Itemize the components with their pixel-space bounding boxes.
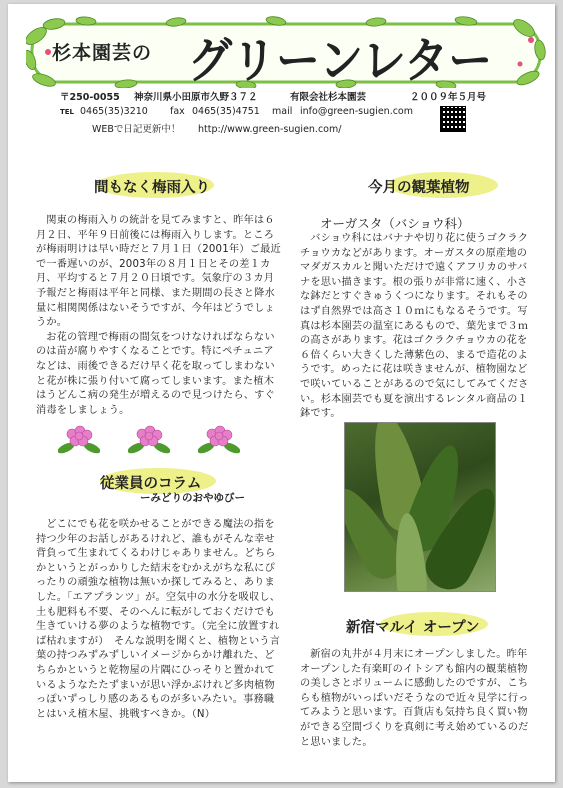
marui-opening-article — [300, 648, 534, 750]
postal-code: 〒250-0055 — [60, 92, 120, 103]
mail-address[interactable]: info@green-sugien.com — [300, 106, 413, 117]
marui-opening-heading: 新宿マルイ オープン — [346, 620, 480, 636]
hydrangea-icon — [198, 422, 240, 458]
issue-date: ２００９年５月号 — [410, 92, 487, 103]
staff-column-subtitle: ーみどりのおやゆびー — [140, 492, 245, 504]
newsletter-page — [8, 4, 555, 782]
hydrangea-icon — [58, 422, 100, 458]
foliage-plant-article — [300, 232, 534, 422]
web-notice: WEBで日記更新中！ — [92, 124, 181, 135]
qr-code-icon — [440, 106, 466, 132]
fax-number: 0465(35)4751 — [192, 106, 260, 117]
brand-small-title: 杉本園芸の — [52, 42, 153, 64]
rainy-season-article — [36, 214, 282, 418]
hydrangea-icon — [128, 422, 170, 458]
marui-paragraph-1: 新宿の丸井が４月末にオープンしました。昨年オープンした有楽町のイトシアも館内の観葉植物の美しさとボリュームに感動したのですが、こちらも植物がいっぱいだそうなので近々見学に行ってみようと思います。百貨店も気持ち良く買い物ができる空間づくりを真剣に考え始めているのだと思いました。 — [300, 649, 529, 748]
augusta-plant-photo — [344, 422, 496, 592]
staff-column-heading: 従業員のコラム — [100, 476, 202, 492]
foliage-paragraph-1: バショウ科にはバナナや切り花に使うゴクラクチョウカなどがあります。オーガスタの原産地のマダガスカルと聞いただけで遠くアフリカのサバナを思い描きます。根の張りが非常に速く、小さな鉢だとすぐきゅうくつになります。それもそのはず自然界では高さ１０ｍにもなるそうです。写真は杉本園芸の温室にあるもので、葉先まで３ｍの高さがあります。花はゴクラクチョウカの花を６倍くらい大きくした薄紫色の、まるで造花のようです。めったに花は咲きませんが、植物園などで咲いていることがあるので気にしてみてください。杉本園芸でも夏を演出するレンタル商品の１鉢です。 — [300, 233, 529, 420]
plant-name: オーガスタ（バショウ科） — [320, 216, 470, 231]
column-paragraph-1: どこにでも花を咲かせることができる魔法の指を持つ少年のお話しがあるけれど、誰もがそんな幸せ背負って生まれてくるわけじゃありません。どちらかというとがっかりした結末をむかえがちな私にぴったりの頑強な植物は無いか探してみると、ありました。「エアプランツ」が。空気中の水分を吸収し、土も肥料も不要、そのへんに転がしておくだけでも生きていける夢のような植物です。（完全に放置すれば枯れますが） そんな説明を聞くと、植物という言葉の持つみずみずしいイメージからかけ離れた、どちらかというと乾物屋の片隅にひっそりと置かれているようなたたずまいが思い浮かぶけれど多肉植物っぽいずっしり感のあるものが多いみたい。事務職とはいえ植木屋、挑戦すべきか。（N） — [36, 519, 281, 720]
mail-label: mail — [272, 106, 293, 117]
foliage-plant-heading: 今月の観葉植物 — [368, 180, 470, 196]
rainy-paragraph-2: お花の管理で梅雨の間気をつけなければならないのは苗が腐りやすくなることです。特にペチュニアなどは、雨後できるだけ早く花を取ってしまわないと花が株に張り付いて腐ってしまいます。また植木はうどんこ病の発生が増えるので見つけたら、すぐ消毒をしましょう。 — [36, 331, 275, 416]
rainy-season-heading: 間もなく梅雨入り — [94, 180, 210, 196]
address: 神奈川県小田原市久野３７２ — [134, 92, 258, 103]
brand-big-title: グリーンレター — [188, 32, 493, 89]
website-url[interactable]: http://www.green-sugien.com/ — [198, 124, 342, 135]
staff-column-article — [36, 518, 282, 722]
tel-label: TEL — [60, 108, 75, 116]
rainy-paragraph-1: 関東の梅雨入りの統計を見てみますと、昨年は６月２日、平年９日前後には梅雨入りします。ところが梅雨明けは早い時だと７月１日（2001年）ご最近で一番遅いのが、2003年の８月１日とその差１カ月、平均すると７月２０日頃です。気象庁の３カ月予報だと梅雨は平年と同様、また期間の長さと降水量に相関関係はないそうですが、今年はどうでしょうか。 — [36, 215, 281, 329]
company-name: 有限会社杉本園芸 — [290, 92, 367, 103]
fax-label: fax — [170, 106, 185, 117]
tel-number: 0465(35)3210 — [80, 106, 148, 117]
